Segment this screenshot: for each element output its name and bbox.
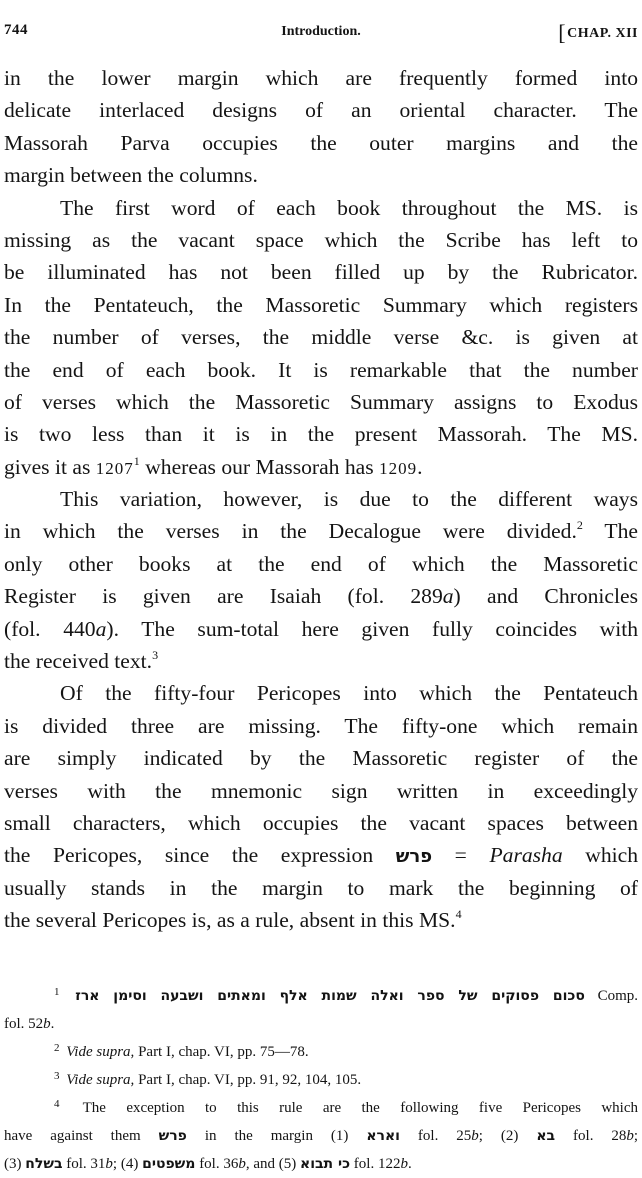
body-line: the several Pericopes is, as a rule, absent in this MS.$^4$: [4, 907, 462, 933]
verse-count: 1209: [379, 458, 418, 478]
body-line: of verses which the Massoretic Summary assigns to Exodus: [4, 389, 638, 414]
body-line: in which the verses in the Decalogue were divided.$^2$ The: [4, 518, 638, 544]
body-line: small characters, which occupies the vacant spaces between: [4, 810, 638, 835]
body-line: margin between the columns.: [4, 163, 258, 188]
footnote-4-line-2: have against them פרש in the margin (1) וארא fol. 25b; (2) בא fol. 28b;: [4, 1128, 639, 1144]
chapter-text: CHAP. XII: [567, 26, 638, 41]
body-line: only other books at the end of which the Massoretic: [4, 551, 638, 576]
body-line: In the Pentateuch, the Massoretic Summary which registers: [4, 292, 638, 317]
footnote-1: $^1$ סכום פסוקים של ספר ואלה שמות אלף ומאתים ושבעה וסימן ארז Comp.: [54, 986, 639, 1004]
body-line: The first word of each book throughout the MS. is: [60, 195, 638, 220]
body-line: Register is given are Isaiah (fol. 289a) and Chronicles: [4, 584, 638, 609]
body-line: missing as the vacant space which the Scribe has left to: [4, 227, 638, 252]
body-text: [4, 62, 638, 937]
footnote-mark: 3: [152, 648, 159, 663]
body-line: the number of verses, the middle verse &c. is given at: [4, 325, 638, 350]
body-line: This variation, however, is due to the different ways: [60, 487, 638, 512]
body-line: in the lower margin which are frequently formed into: [4, 66, 638, 90]
page-number: 744: [4, 22, 28, 38]
body-line: the received text.$^3$: [4, 648, 159, 674]
body-line: Massorah Parva occupies the outer margins and the: [4, 130, 638, 155]
footnote-mark: 4: [455, 907, 462, 922]
body-line: gives it as 1207$^1$ whereas our Massorah has 1209.: [4, 453, 423, 479]
footnote-mark: 1: [133, 453, 140, 468]
body-line: usually stands in the margin to mark the beginning of: [4, 875, 638, 900]
body-line: verses with the mnemonic sign written in exceedingly: [4, 778, 638, 803]
hebrew-quote: סכום פסוקים של ספר ואלה שמות אלף ומאתים ושבעה וסימן ארז: [75, 988, 585, 1004]
body-line: is two less than it is in the present Massorah. The MS.: [4, 422, 638, 447]
footnote-1-continued: fol. 52b.: [4, 1016, 55, 1032]
footnote-2: $^2$ Vide supra, Part I, chap. VI, pp. 75—78.: [54, 1042, 309, 1060]
footnotes: [4, 982, 638, 1178]
footnote-mark: 2: [576, 518, 583, 533]
body-line: delicate interlaced designs of an oriental character. The: [4, 98, 638, 123]
body-line: is divided three are missing. The fifty-one which remain: [4, 713, 638, 738]
verse-count: 1207: [95, 458, 134, 478]
body-line: are simply indicated by the Massoretic register of the: [4, 746, 638, 771]
running-header: [4, 18, 638, 48]
body-line: Of the fifty-four Pericopes into which the Pentateuch: [60, 681, 638, 706]
bracket-glyph: [: [558, 20, 567, 45]
body-line: the end of each book. It is remarkable that the number: [4, 357, 638, 382]
footnote-4: $^4$ The exception to this rule are the following five Pericopes which: [54, 1098, 638, 1116]
chapter-label: [558, 20, 638, 46]
hebrew-word: פרש: [395, 846, 433, 868]
body-line: be illuminated has not been filled up by the Rubricator.: [4, 260, 638, 285]
footnote-3: $^3$ Vide supra, Part I, chap. VI, pp. 91, 92, 104, 105.: [54, 1070, 362, 1088]
footnote-4-line-3: (3) בשלח fol. 31b; (4) משפטים fol. 36b, and (5) כי תבוא fol. 122b.: [4, 1156, 412, 1172]
running-title: Introduction.: [281, 24, 361, 39]
body-line: (fol. 440a). The sum-total here given fully coincides with: [4, 616, 638, 641]
body-line: the Pericopes, since the expression פרש = Parasha which: [4, 843, 639, 868]
